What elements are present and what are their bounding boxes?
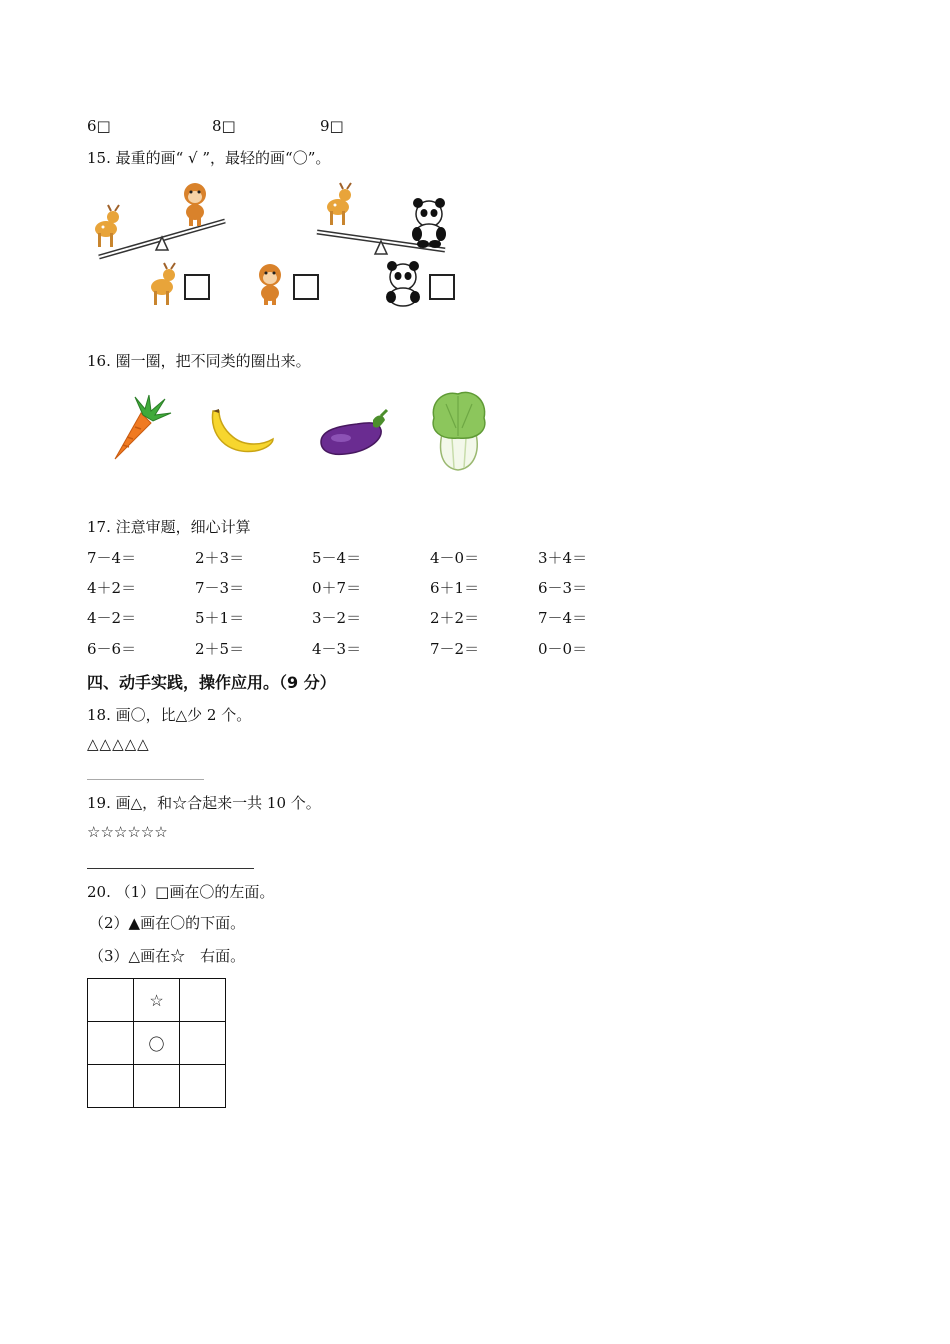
grid-cell[interactable]	[180, 1065, 226, 1108]
q20-line-1: 20. （1）□画在〇的左面。	[87, 883, 275, 901]
equation: 4－3＝	[312, 640, 362, 658]
equation: 4－2＝	[87, 609, 137, 627]
equation: 4＋2＝	[87, 579, 137, 597]
grid-cell[interactable]	[88, 1022, 134, 1065]
q14-option-6: 6□	[87, 117, 111, 135]
q20-grid	[87, 978, 226, 1108]
banana-icon[interactable]	[205, 405, 277, 459]
grid-cell[interactable]	[134, 1065, 180, 1108]
q16-title: 16. 圈一圈，把不同类的圈出来。	[87, 352, 311, 370]
equation: 7－2＝	[430, 640, 480, 658]
grid-cell-circle[interactable]: 〇	[134, 1022, 180, 1065]
q14-option-9: 9□	[320, 117, 344, 135]
equation: 7－4＝	[87, 549, 137, 567]
seesaw-1	[99, 221, 225, 257]
equation: 0－0＝	[538, 640, 588, 658]
deer-icon	[95, 205, 119, 247]
equation: 3＋4＝	[538, 549, 588, 567]
grid-cell-star[interactable]: ☆	[134, 979, 180, 1022]
equation: 2＋2＝	[430, 609, 480, 627]
equation: 7－3＝	[195, 579, 245, 597]
deer-icon	[327, 183, 351, 225]
q19-title: 19. 画△，和☆合起来一共 10 个。	[87, 794, 321, 812]
equation: 2＋3＝	[195, 549, 245, 567]
carrot-icon[interactable]	[105, 393, 175, 465]
answer-box-deer[interactable]	[184, 274, 210, 300]
q14-option-8: 8□	[212, 117, 236, 135]
eggplant-icon[interactable]	[315, 408, 389, 460]
q18-title: 18. 画〇，比△少 2 个。	[87, 706, 252, 724]
monkey-icon	[184, 183, 206, 226]
equation: 4－0＝	[430, 549, 480, 567]
grid-cell[interactable]	[180, 1022, 226, 1065]
grid-cell[interactable]	[88, 1065, 134, 1108]
panda-icon	[412, 198, 446, 248]
q17-title: 17. 注意审题，细心计算	[87, 518, 251, 536]
equation: 0＋7＝	[312, 579, 362, 597]
equation: 7－4＝	[538, 609, 588, 627]
q19-answer-line[interactable]	[87, 868, 254, 869]
grid-cell[interactable]	[88, 979, 134, 1022]
section-4-heading: 四、动手实践，操作应用。（9 分）	[87, 673, 336, 692]
deer-icon	[151, 263, 175, 305]
equation: 3－2＝	[312, 609, 362, 627]
equation: 2＋5＝	[195, 640, 245, 658]
equation: 6－6＝	[87, 640, 137, 658]
q19-stars: ☆☆☆☆☆☆	[87, 823, 168, 841]
equation: 5－4＝	[312, 549, 362, 567]
q20-line-3: （3）△画在☆ 右面。	[89, 947, 246, 965]
q18-answer-line[interactable]	[87, 779, 204, 780]
cabbage-icon[interactable]	[428, 388, 490, 474]
equation: 5＋1＝	[195, 609, 245, 627]
equation: 6＋1＝	[430, 579, 480, 597]
monkey-icon	[259, 264, 281, 305]
panda-icon	[386, 261, 420, 306]
answer-box-panda[interactable]	[429, 274, 455, 300]
equation: 6－3＝	[538, 579, 588, 597]
q15-seesaw-illustration	[85, 175, 475, 310]
q18-triangles: △△△△△	[87, 735, 150, 753]
grid-cell[interactable]	[180, 979, 226, 1022]
answer-box-monkey[interactable]	[293, 274, 319, 300]
q15-title: 15. 最重的画“ √ ”，最轻的画“〇”。	[87, 149, 331, 167]
q20-line-2: （2）▲画在〇的下面。	[89, 914, 246, 932]
